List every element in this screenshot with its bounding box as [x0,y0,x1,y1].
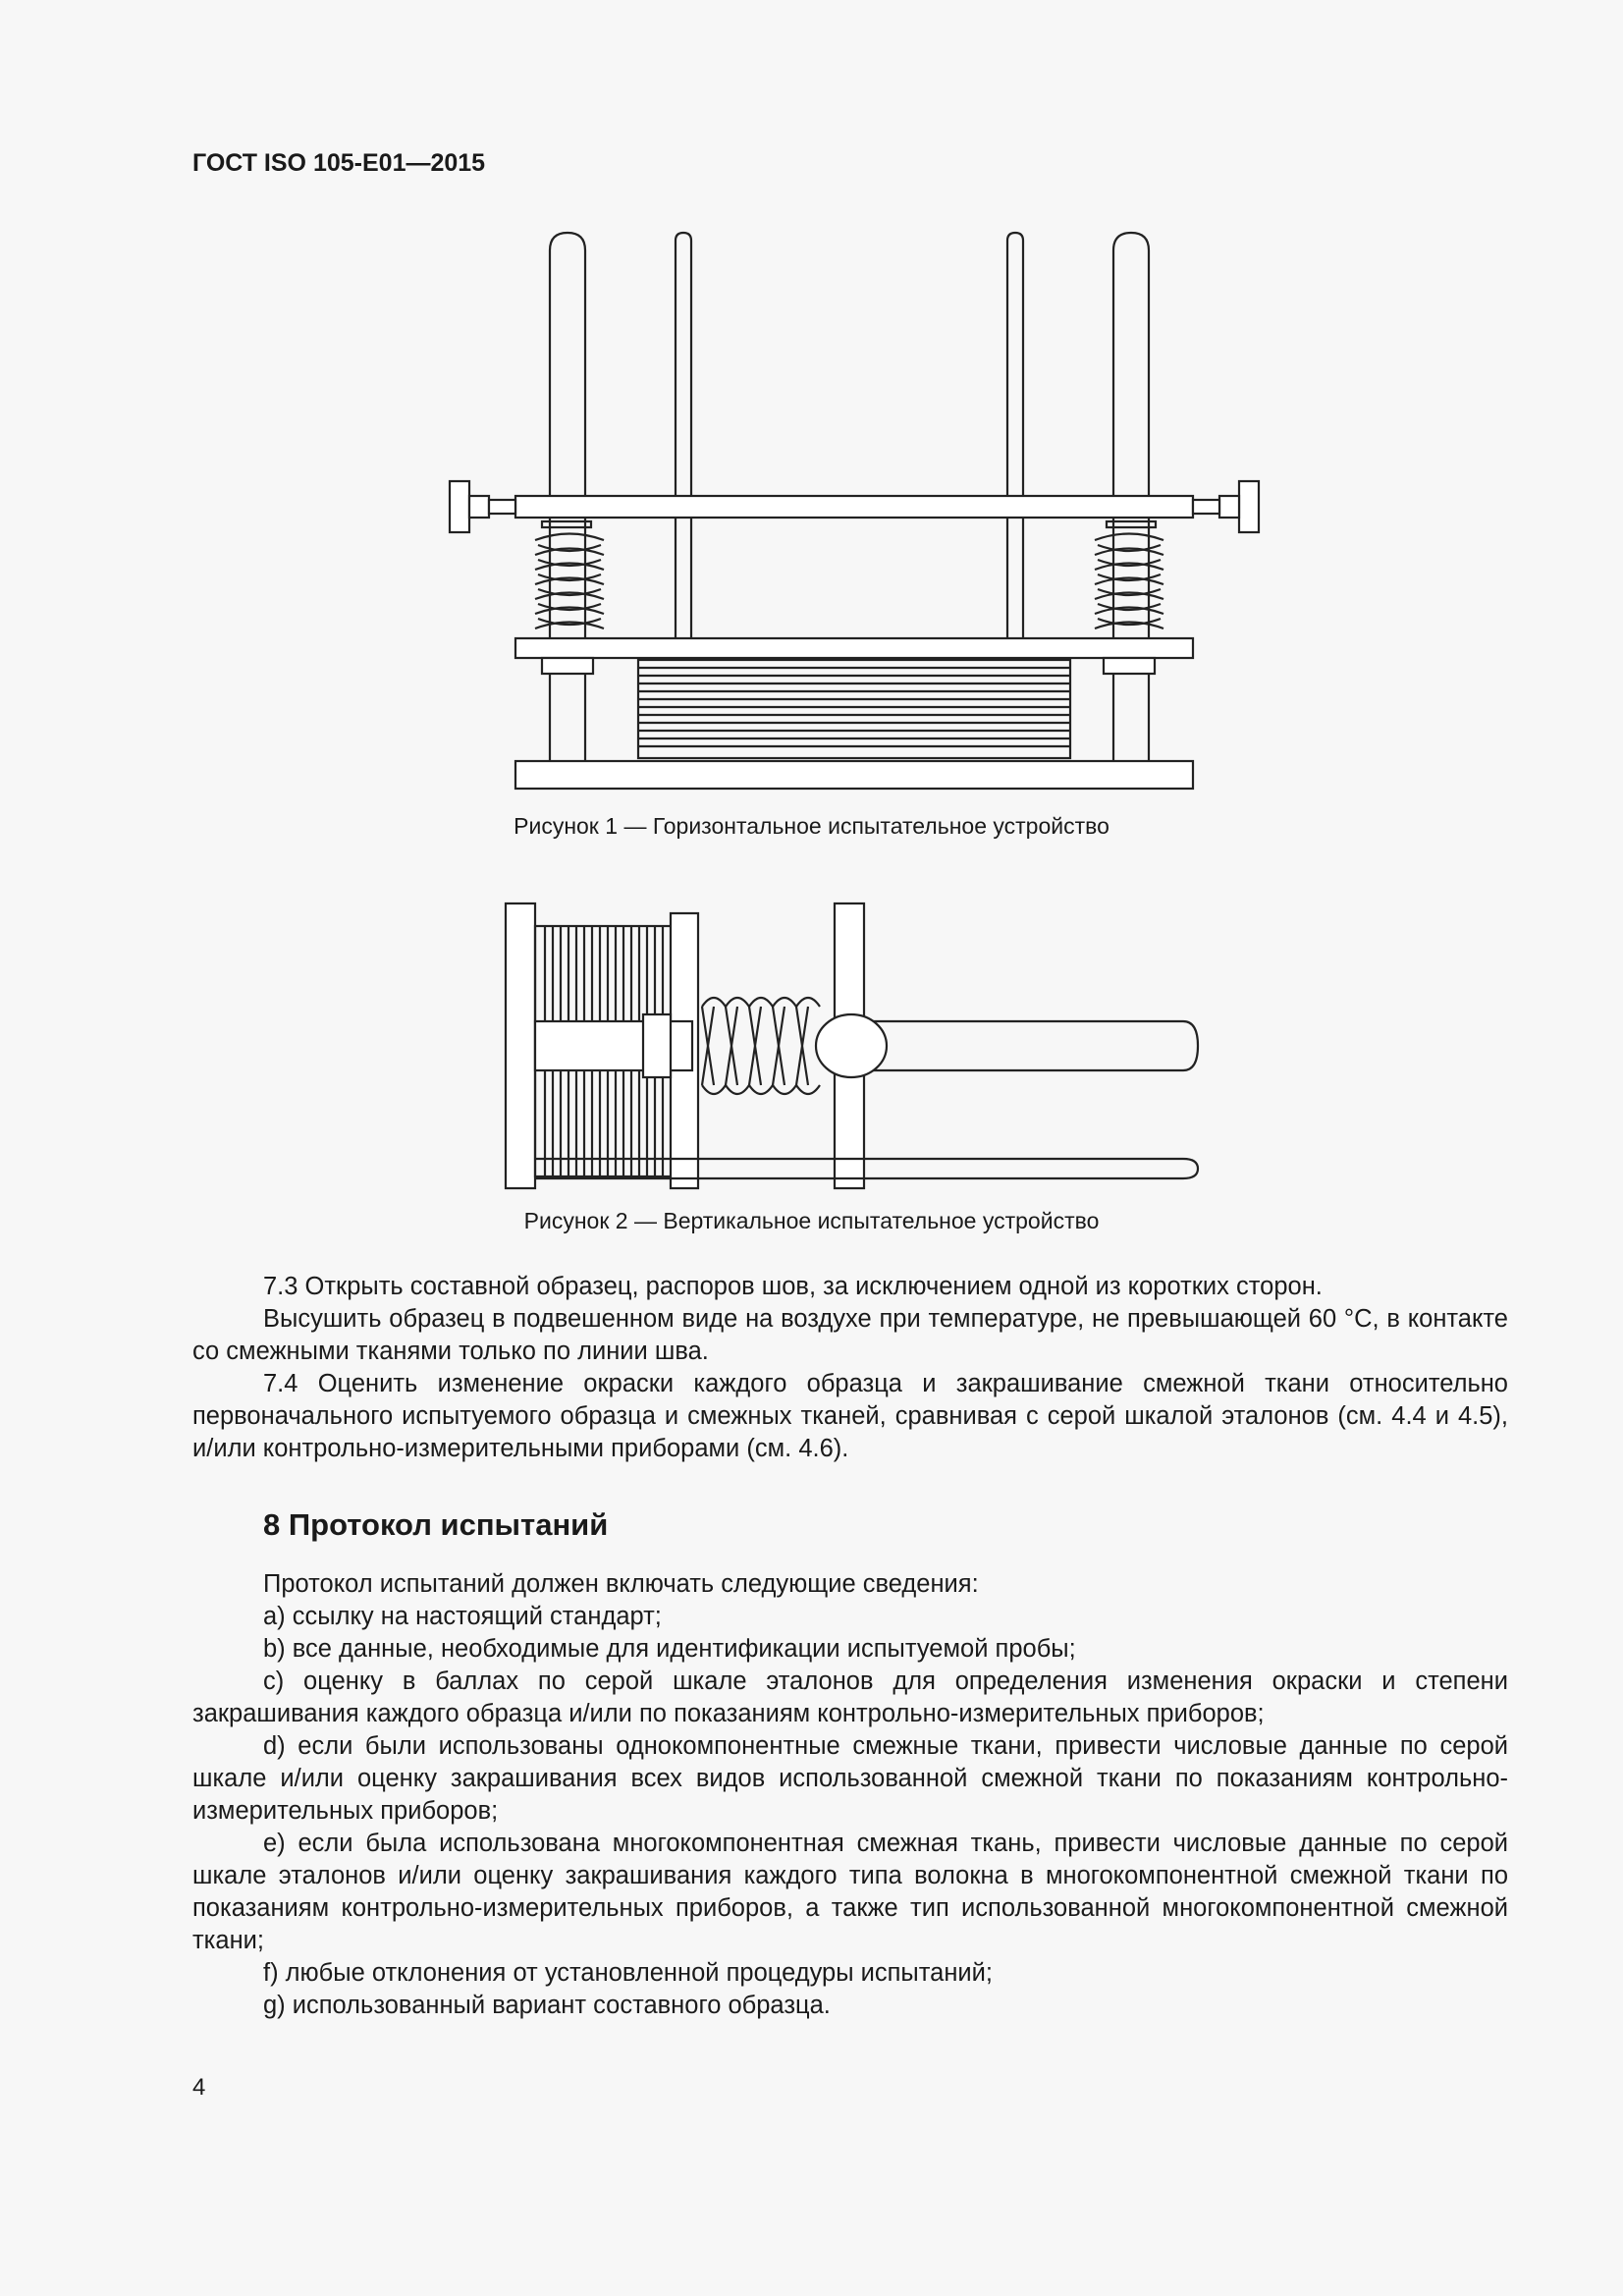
paragraph-drying: Высушить образец в подвешенном виде на воздухе при температуре, не превышающей 60 °С, в контакте со смежными тканями только по линии шва. [192,1305,1508,1365]
spring [702,998,820,1094]
section-8-intro: Протокол испытаний должен включать следующие сведения: [263,1570,979,1598]
list-item: b) все данные, необходимые для идентификации испытуемой пробы; [263,1635,1076,1663]
page-number: 4 [192,2074,206,2101]
list-item: a) ссылку на настоящий стандарт; [263,1603,662,1630]
list-item: e) если была использована многокомпонентная смежная ткань, привести числовые данные по серой шкале эталонов и/или оценку закрашивания каждого типа волокна в многокомпонентной смежной ткани по показаниям контрольно-измерительных приборов, а также тип использованной многокомпонентной смежной ткани; [192,1830,1508,1954]
section-7-text [192,1271,1508,1465]
specimen-stack [638,660,1070,758]
list-item: g) использованный вариант составного образца. [263,1992,831,2019]
document-header: ГОСТ ISO 105-E01—2015 [192,149,486,177]
figure-2-vertical-device [496,899,1213,1193]
section-8-heading: 8 Протокол испытаний [263,1507,609,1542]
paragraph-7-3: 7.3 Открыть составной образец, распоров шов, за исключением одной из коротких сторон. [263,1273,1323,1300]
list-item: c) оценку в баллах по серой шкале эталонов для определения изменения окраски и степени закрашивания каждого образца и/или по показаниям контрольно-измерительных приборов; [192,1667,1508,1727]
spring-right [1095,521,1163,629]
figure-1-caption: Рисунок 1 — Горизонтальное испытательное устройство [514,813,1109,839]
list-item: f) любые отклонения от установленной процедуры испытаний; [263,1959,993,1987]
spring-left [535,521,604,629]
figure-2-caption: Рисунок 2 — Вертикальное испытательное устройство [523,1208,1100,1233]
section-8-text [192,1568,1508,2022]
list-item: d) если были использованы однокомпонентные смежные ткани, привести числовые данные по серой шкале и/или оценку закрашивания всех видов использованной смежной ткани по показаниям контрольно-измерительных приборов; [192,1732,1508,1825]
figure-1-horizontal-device [432,221,1276,810]
paragraph-7-4: 7.4 Оценить изменение окраски каждого образца и закрашивание смежной ткани относительно первоначального испытуемого образца и смежных тканей, сравнивая с серой шкалой эталонов (см. 4.4 и 4.5), и/или контрольно-измерительными приборами (см. 4.6). [192,1370,1508,1462]
